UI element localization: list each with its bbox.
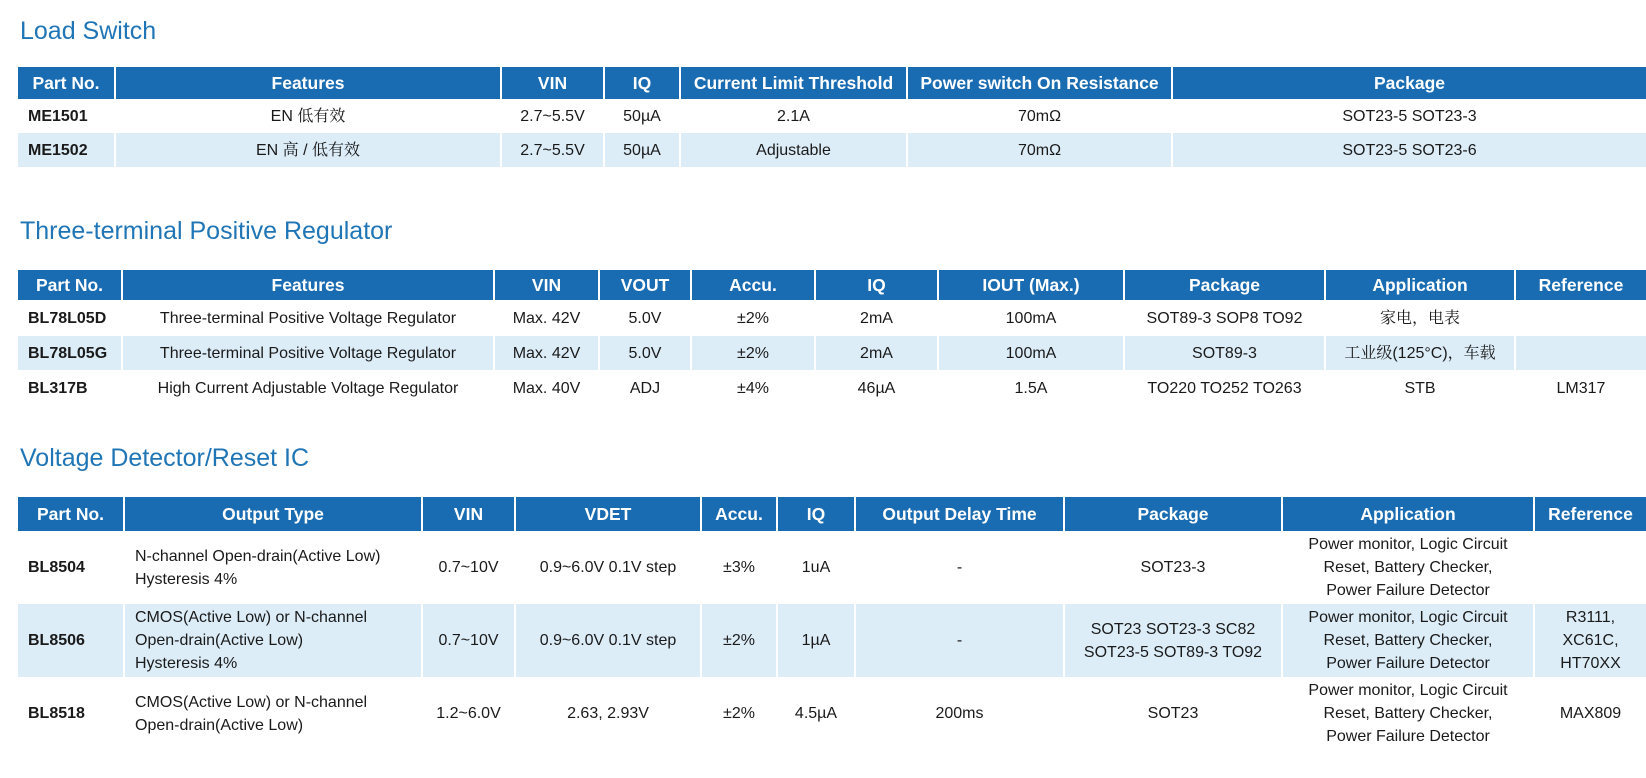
header-reference: Reference — [1534, 497, 1646, 531]
application-line: Reset, Battery Checker, — [1323, 705, 1493, 722]
vin: Max. 42V — [494, 300, 599, 336]
detector-header-row — [18, 497, 1646, 531]
output-type-line: N-channel Open-drain(Active Low) — [135, 547, 381, 565]
current-limit: 2.1A — [680, 99, 907, 133]
part-no: BL8506 — [18, 604, 124, 677]
header-iq: IQ — [777, 497, 855, 531]
package-line: SOT23-3 — [1140, 559, 1206, 576]
application-line: Power monitor, Logic Circuit — [1308, 609, 1508, 626]
header-vin: VIN — [494, 270, 599, 300]
header-on-resistance: Power switch On Resistance — [907, 67, 1172, 99]
detector-title: Voltage Detector/Reset IC — [20, 444, 310, 472]
application-line: Reset, Battery Checker, — [1323, 559, 1493, 576]
iq: 4.5µA — [777, 677, 855, 750]
part-no: BL8504 — [18, 531, 124, 604]
iq: 50µA — [604, 99, 680, 133]
header-features: Features — [122, 270, 494, 300]
detector-table — [18, 497, 1646, 750]
accuracy: ±2% — [701, 604, 777, 677]
table-row — [18, 604, 1646, 677]
package-line: SOT23 — [1147, 705, 1199, 722]
package: SOT89-3 SOP8 TO92 — [1124, 300, 1325, 336]
header-vin: VIN — [501, 67, 604, 99]
reference-line: HT70XX — [1560, 655, 1621, 672]
output-delay: 200ms — [855, 677, 1064, 750]
load-switch-header-row — [18, 67, 1646, 99]
load-switch-table — [18, 67, 1646, 167]
reference — [1515, 300, 1646, 336]
output-type-line: Open-drain(Active Low) — [135, 716, 304, 734]
iq: 1µA — [777, 604, 855, 677]
part-no: BL78L05G — [18, 336, 122, 370]
header-reference: Reference — [1515, 270, 1646, 300]
application — [1282, 604, 1534, 677]
output-type — [124, 604, 422, 677]
header-vin: VIN — [422, 497, 515, 531]
reference — [1534, 604, 1646, 677]
application — [1282, 531, 1534, 604]
header-features: Features — [115, 67, 501, 99]
package — [1064, 604, 1282, 677]
package: SOT23-5 SOT23-6 — [1172, 133, 1646, 167]
header-current-limit: Current Limit Threshold — [680, 67, 907, 99]
vdet: 0.9~6.0V 0.1V step — [515, 604, 701, 677]
reference — [1534, 677, 1646, 750]
part-no: ME1501 — [18, 99, 115, 133]
vdet: 0.9~6.0V 0.1V step — [515, 531, 701, 604]
table-row — [18, 336, 1646, 370]
output-type — [124, 531, 422, 604]
reference — [1515, 336, 1646, 370]
vout: ADJ — [599, 370, 691, 406]
package: SOT23-5 SOT23-3 — [1342, 107, 1477, 125]
iq: 2mA — [815, 336, 938, 370]
header-part-no: Part No. — [18, 497, 124, 531]
reference-line: MAX809 — [1559, 705, 1622, 722]
vdet: 2.63, 2.93V — [515, 677, 701, 750]
vin: 1.2~6.0V — [422, 677, 515, 750]
vout: 5.0V — [599, 300, 691, 336]
on-resistance: 70mΩ — [907, 133, 1172, 167]
regulator-table — [18, 270, 1646, 406]
features: EN 低有效 — [115, 99, 501, 133]
accuracy: ±3% — [701, 531, 777, 604]
header-application: Application — [1325, 270, 1515, 300]
vout: 5.0V — [599, 336, 691, 370]
iq: 50µA — [604, 133, 680, 167]
iout-max: 100mA — [938, 336, 1124, 370]
header-package: Package — [1064, 497, 1282, 531]
load-switch-title: Load Switch — [20, 17, 157, 45]
table-row — [18, 300, 1646, 336]
current-limit: Adjustable — [680, 133, 907, 167]
regulator-header-row — [18, 270, 1646, 300]
output-delay: - — [855, 604, 1064, 677]
package: SOT89-3 — [1124, 336, 1325, 370]
header-application: Application — [1282, 497, 1534, 531]
table-row — [18, 370, 1646, 406]
header-part-no: Part No. — [18, 67, 115, 99]
output-delay: - — [855, 531, 1064, 604]
features: EN 高 / 低有效 — [115, 133, 501, 167]
accuracy: ±4% — [691, 370, 815, 406]
iout-max: 1.5A — [938, 370, 1124, 406]
package-line: SOT23 SOT23-3 SC82 — [1090, 620, 1256, 638]
header-output-delay: Output Delay Time — [855, 497, 1064, 531]
features: Three-terminal Positive Voltage Regulator — [122, 336, 494, 370]
output-type-line: Hysteresis 4% — [135, 570, 238, 588]
part-no: BL78L05D — [18, 300, 122, 336]
iout-max: 100mA — [938, 300, 1124, 336]
package-line: SOT23-5 SOT89-3 TO92 — [1083, 643, 1263, 661]
header-part-no: Part No. — [18, 270, 122, 300]
output-type-line: CMOS(Active Low) or N-channel — [135, 609, 368, 626]
reference — [1534, 531, 1646, 604]
features: Three-terminal Positive Voltage Regulator — [122, 300, 494, 336]
application-line: Power monitor, Logic Circuit — [1308, 682, 1508, 699]
table-row — [18, 677, 1646, 750]
features: High Current Adjustable Voltage Regulator — [122, 370, 494, 406]
application: 家电，电表 — [1325, 300, 1515, 336]
header-iout-max: IOUT (Max.) — [938, 270, 1124, 300]
header-output-type: Output Type — [124, 497, 422, 531]
package — [1064, 531, 1282, 604]
header-iq: IQ — [604, 67, 680, 99]
part-no: ME1502 — [18, 133, 115, 167]
part-no: BL8518 — [18, 677, 124, 750]
iq: 46µA — [815, 370, 938, 406]
vin: 0.7~10V — [422, 531, 515, 604]
application-line: Power Failure Detector — [1326, 655, 1490, 672]
output-type-line: Hysteresis 4% — [135, 655, 238, 672]
package — [1064, 677, 1282, 750]
accuracy: ±2% — [691, 336, 815, 370]
application: STB — [1325, 370, 1515, 406]
table-row — [18, 133, 1646, 167]
package: TO220 TO252 TO263 — [1124, 370, 1325, 406]
iq: 2mA — [815, 300, 938, 336]
header-package: Package — [1124, 270, 1325, 300]
reference: LM317 — [1556, 379, 1606, 397]
output-type-line: CMOS(Active Low) or N-channel — [135, 693, 368, 711]
application-line: Reset, Battery Checker, — [1323, 632, 1493, 649]
application: 工业级(125°C)，车载 — [1325, 336, 1515, 370]
header-accuracy: Accu. — [691, 270, 815, 300]
output-type-line: Open-drain(Active Low) — [135, 632, 304, 649]
vin: 2.7~5.5V — [501, 133, 604, 167]
vin: 0.7~10V — [422, 604, 515, 677]
vin: Max. 42V — [494, 336, 599, 370]
application-line: Power monitor, Logic Circuit — [1308, 536, 1508, 553]
header-iq: IQ — [815, 270, 938, 300]
table-row — [18, 531, 1646, 604]
output-type — [124, 677, 422, 750]
application-line: Power Failure Detector — [1326, 728, 1490, 745]
part-no: BL317B — [18, 370, 122, 406]
header-package: Package — [1172, 67, 1646, 99]
reference-line: R3111, — [1565, 609, 1616, 626]
vin: Max. 40V — [494, 370, 599, 406]
vin: 2.7~5.5V — [501, 99, 604, 133]
reference-line: XC61C, — [1562, 632, 1619, 649]
on-resistance: 70mΩ — [907, 99, 1172, 133]
header-vout: VOUT — [599, 270, 691, 300]
application — [1282, 677, 1534, 750]
header-accuracy: Accu. — [701, 497, 777, 531]
accuracy: ±2% — [691, 300, 815, 336]
iq: 1uA — [777, 531, 855, 604]
application-line: Power Failure Detector — [1326, 582, 1490, 599]
header-vdet: VDET — [515, 497, 701, 531]
table-row — [18, 99, 1646, 133]
accuracy: ±2% — [701, 677, 777, 750]
regulator-title: Three-terminal Positive Regulator — [20, 217, 393, 245]
